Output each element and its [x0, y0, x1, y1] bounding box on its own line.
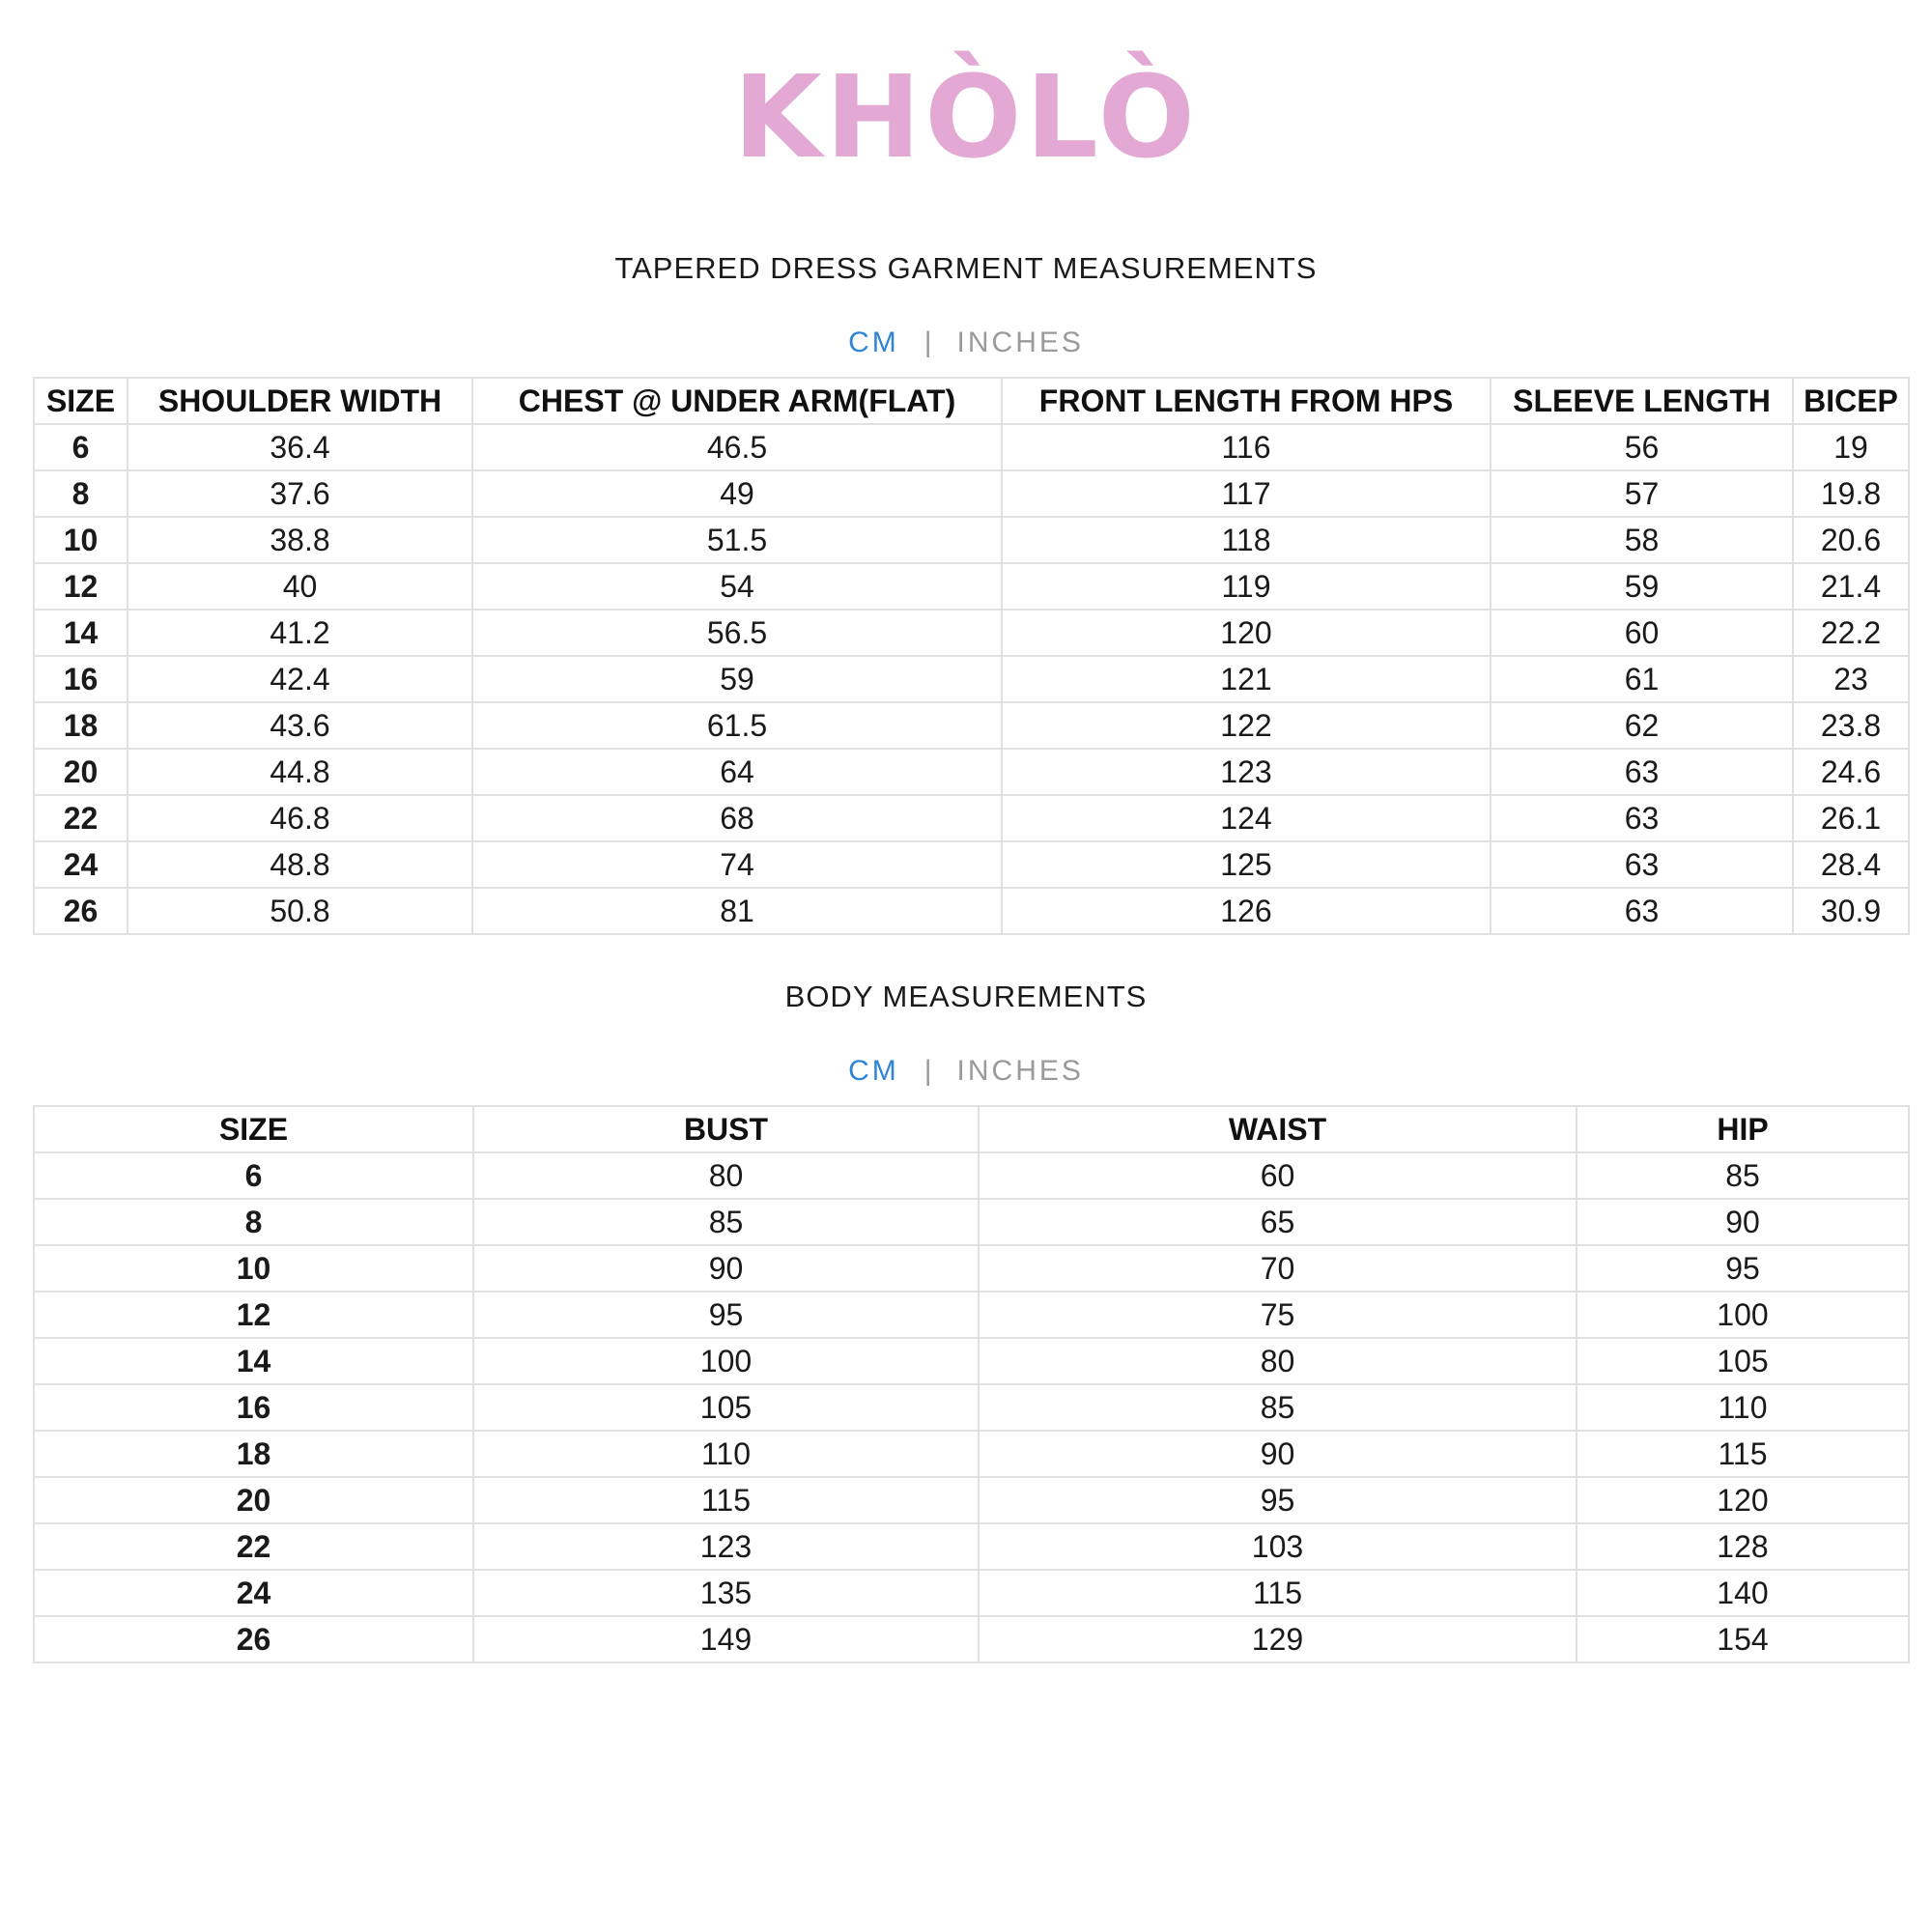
table-cell: 80 [473, 1152, 979, 1199]
table-cell: 129 [979, 1616, 1577, 1662]
table-cell: 110 [473, 1431, 979, 1477]
table-row [34, 424, 1909, 470]
table-row [34, 1292, 1909, 1338]
table-cell: 95 [473, 1292, 979, 1338]
table-cell: 62 [1491, 702, 1793, 749]
table-cell: 85 [1577, 1152, 1909, 1199]
table-cell: 115 [979, 1570, 1577, 1616]
table-cell: 20.6 [1793, 517, 1909, 563]
garment-measurements-table [33, 377, 1910, 935]
table-cell: 115 [1577, 1431, 1909, 1477]
table-cell: 128 [1577, 1523, 1909, 1570]
table-cell: 21.4 [1793, 563, 1909, 610]
table-row [34, 610, 1909, 656]
body-header-row [34, 1106, 1909, 1152]
body-unit-separator: | [923, 1055, 932, 1087]
table-cell: 56 [1491, 424, 1793, 470]
body-inches-tab[interactable]: INCHES [956, 1055, 1084, 1087]
size-cell: 10 [34, 517, 128, 563]
table-cell: 51.5 [472, 517, 1002, 563]
size-cell: 26 [34, 1616, 473, 1662]
size-cell: 14 [34, 610, 128, 656]
size-cell: 20 [34, 749, 128, 795]
size-cell: 18 [34, 702, 128, 749]
table-cell: 100 [1577, 1292, 1909, 1338]
body-header-cell: SIZE [34, 1106, 473, 1152]
table-cell: 30.9 [1793, 888, 1909, 934]
table-cell: 90 [979, 1431, 1577, 1477]
table-cell: 85 [979, 1384, 1577, 1431]
table-row [34, 702, 1909, 749]
table-cell: 49 [472, 470, 1002, 517]
table-cell: 60 [1491, 610, 1793, 656]
size-cell: 16 [34, 1384, 473, 1431]
table-cell: 120 [1577, 1477, 1909, 1523]
size-cell: 12 [34, 563, 128, 610]
table-cell: 61 [1491, 656, 1793, 702]
garment-header-cell: BICEP [1793, 378, 1909, 424]
table-cell: 41.2 [128, 610, 472, 656]
table-cell: 80 [979, 1338, 1577, 1384]
table-cell: 22.2 [1793, 610, 1909, 656]
table-cell: 26.1 [1793, 795, 1909, 841]
table-cell: 90 [1577, 1199, 1909, 1245]
table-cell: 110 [1577, 1384, 1909, 1431]
table-row [34, 1431, 1909, 1477]
garment-header-cell: SLEEVE LENGTH [1491, 378, 1793, 424]
table-cell: 58 [1491, 517, 1793, 563]
table-cell: 23.8 [1793, 702, 1909, 749]
body-measurements-table [33, 1105, 1910, 1663]
table-cell: 59 [1491, 563, 1793, 610]
table-cell: 120 [1002, 610, 1491, 656]
table-cell: 149 [473, 1616, 979, 1662]
table-cell: 124 [1002, 795, 1491, 841]
garment-header-cell: FRONT LENGTH FROM HPS [1002, 378, 1491, 424]
size-cell: 16 [34, 656, 128, 702]
table-cell: 115 [473, 1477, 979, 1523]
size-cell: 12 [34, 1292, 473, 1338]
table-row [34, 1616, 1909, 1662]
table-cell: 19 [1793, 424, 1909, 470]
table-row [34, 1338, 1909, 1384]
table-cell: 54 [472, 563, 1002, 610]
size-cell: 24 [34, 1570, 473, 1616]
size-cell: 6 [34, 424, 128, 470]
table-cell: 63 [1491, 841, 1793, 888]
table-cell: 40 [128, 563, 472, 610]
table-cell: 68 [472, 795, 1002, 841]
garment-header-cell: SHOULDER WIDTH [128, 378, 472, 424]
size-cell: 6 [34, 1152, 473, 1199]
table-cell: 74 [472, 841, 1002, 888]
table-cell: 135 [473, 1570, 979, 1616]
table-cell: 28.4 [1793, 841, 1909, 888]
size-cell: 10 [34, 1245, 473, 1292]
table-cell: 121 [1002, 656, 1491, 702]
body-section-title: BODY MEASUREMENTS [784, 980, 1148, 1013]
table-cell: 50.8 [128, 888, 472, 934]
garment-cm-tab[interactable]: CM [848, 327, 899, 358]
table-row [34, 749, 1909, 795]
table-cell: 75 [979, 1292, 1577, 1338]
table-cell: 61.5 [472, 702, 1002, 749]
table-row [34, 1570, 1909, 1616]
table-row [34, 1199, 1909, 1245]
table-cell: 42.4 [128, 656, 472, 702]
table-cell: 100 [473, 1338, 979, 1384]
table-cell: 37.6 [128, 470, 472, 517]
body-header-cell: HIP [1577, 1106, 1909, 1152]
table-cell: 23 [1793, 656, 1909, 702]
body-header-cell: BUST [473, 1106, 979, 1152]
brand-logo: KHÒLÒ [733, 50, 1199, 184]
table-cell: 44.8 [128, 749, 472, 795]
size-cell: 20 [34, 1477, 473, 1523]
table-cell: 60 [979, 1152, 1577, 1199]
table-cell: 59 [472, 656, 1002, 702]
table-cell: 36.4 [128, 424, 472, 470]
table-cell: 46.8 [128, 795, 472, 841]
table-cell: 117 [1002, 470, 1491, 517]
garment-inches-tab[interactable]: INCHES [956, 327, 1084, 358]
table-cell: 57 [1491, 470, 1793, 517]
size-cell: 22 [34, 795, 128, 841]
table-row [34, 656, 1909, 702]
garment-unit-separator: | [923, 327, 932, 358]
table-cell: 140 [1577, 1570, 1909, 1616]
table-cell: 63 [1491, 888, 1793, 934]
size-cell: 26 [34, 888, 128, 934]
body-header-cell: WAIST [979, 1106, 1577, 1152]
size-cell: 8 [34, 470, 128, 517]
table-cell: 119 [1002, 563, 1491, 610]
table-row [34, 1152, 1909, 1199]
table-cell: 95 [1577, 1245, 1909, 1292]
table-cell: 95 [979, 1477, 1577, 1523]
body-unit-toggle [0, 1055, 1932, 1088]
table-cell: 24.6 [1793, 749, 1909, 795]
table-cell: 19.8 [1793, 470, 1909, 517]
table-cell: 90 [473, 1245, 979, 1292]
table-cell: 63 [1491, 749, 1793, 795]
table-cell: 125 [1002, 841, 1491, 888]
table-cell: 64 [472, 749, 1002, 795]
size-cell: 14 [34, 1338, 473, 1384]
table-row [34, 841, 1909, 888]
size-cell: 8 [34, 1199, 473, 1245]
size-cell: 18 [34, 1431, 473, 1477]
garment-header-row [34, 378, 1909, 424]
table-row [34, 1477, 1909, 1523]
table-cell: 122 [1002, 702, 1491, 749]
garment-header-cell: SIZE [34, 378, 128, 424]
table-cell: 70 [979, 1245, 1577, 1292]
size-cell: 24 [34, 841, 128, 888]
table-cell: 105 [473, 1384, 979, 1431]
table-cell: 63 [1491, 795, 1793, 841]
table-row [34, 888, 1909, 934]
table-cell: 118 [1002, 517, 1491, 563]
table-cell: 38.8 [128, 517, 472, 563]
table-cell: 56.5 [472, 610, 1002, 656]
table-row [34, 470, 1909, 517]
table-row [34, 1523, 1909, 1570]
table-cell: 103 [979, 1523, 1577, 1570]
size-cell: 22 [34, 1523, 473, 1570]
table-cell: 126 [1002, 888, 1491, 934]
table-row [34, 517, 1909, 563]
table-cell: 65 [979, 1199, 1577, 1245]
table-cell: 48.8 [128, 841, 472, 888]
garment-unit-toggle [0, 327, 1932, 359]
table-cell: 123 [1002, 749, 1491, 795]
table-row [34, 563, 1909, 610]
body-cm-tab[interactable]: CM [848, 1055, 899, 1087]
garment-section-title: TAPERED DRESS GARMENT MEASUREMENTS [614, 251, 1318, 285]
table-row [34, 1384, 1909, 1431]
table-cell: 154 [1577, 1616, 1909, 1662]
table-row [34, 1245, 1909, 1292]
table-cell: 46.5 [472, 424, 1002, 470]
table-cell: 123 [473, 1523, 979, 1570]
table-row [34, 795, 1909, 841]
table-cell: 43.6 [128, 702, 472, 749]
table-cell: 85 [473, 1199, 979, 1245]
table-cell: 81 [472, 888, 1002, 934]
garment-header-cell: CHEST @ UNDER ARM(FLAT) [472, 378, 1002, 424]
table-cell: 105 [1577, 1338, 1909, 1384]
table-cell: 116 [1002, 424, 1491, 470]
